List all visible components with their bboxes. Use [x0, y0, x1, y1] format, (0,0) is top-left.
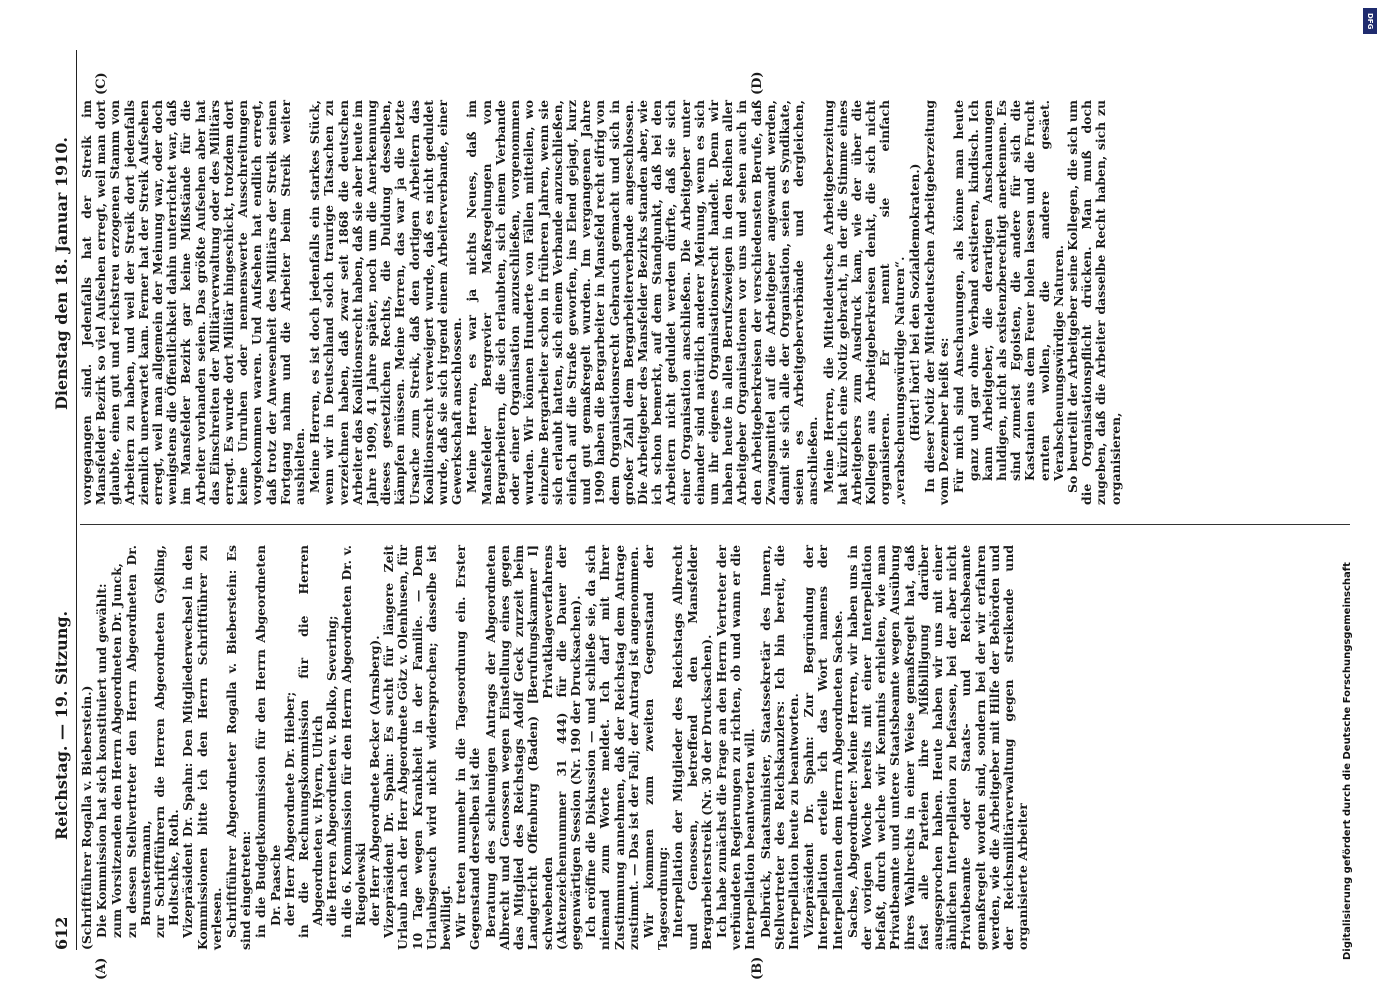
- paragraph: Ich eröffne die Diskussion — und schließe sie, da sich niemand zum Worte meldet. Ich darf mit Ihrer Zustimmung annehmen, daß der Reichstag dem Antrage zustimmt. — Das ist der Fall; der Antrag ist angenommen.: [583, 545, 641, 950]
- margin-mark-b: (B): [750, 956, 765, 980]
- paragraph: Wir treten nunmehr in die Tagesordnung ein. Erster Gegenstand derselben ist die: [453, 545, 483, 950]
- margin-mark-d: (D): [750, 71, 765, 95]
- paragraph: der Herr Abgeordnete Dr. Hieber;: [281, 691, 297, 926]
- margin-mark-a: (A): [94, 957, 109, 980]
- column-divider: [80, 524, 1350, 525]
- margin-mark-c: (C): [94, 72, 109, 95]
- paragraph: in die Budgetkommission für den Herrn Abgeordneten Dr. Paasche: [253, 545, 283, 938]
- paragraph: Interpellation der Mitglieder des Reichstags Albrecht und Genossen, betreffend den Mansfelder Bergarbeiterstreik (Nr. 30 der Drucksachen).: [670, 545, 714, 950]
- digitization-note: Digitalisierung gefördert durch die Deutsche Forschungsgemeinschaft: [1342, 562, 1353, 960]
- header-title-left: Reichstag. — 19. Sitzung.: [52, 610, 71, 840]
- paragraph: zur Schriftführern die Herren Abgeordneten Gyßling, Holtschke, Roth.: [152, 545, 182, 938]
- paragraph: So beurteilt der Arbeitgeber seine Kollegen, die sich um die Organisationspflicht drücken. Man muß doch zugeben, daß die Arbeiter dasselbe Recht haben, sich zu organisieren,: [1065, 100, 1123, 505]
- paragraph: vorgegangen sind. Jedenfalls hat der Streik im Mansfelder Bezirk so viel Aufsehen erregt, weil man dort glaubte, einen gut und reichstreu erzogenen Stamm von Arbeitern zu haben, und weil der Streik dort jedenfalls ziemlich unerwartet kam. Ferner hat der Streik Aufsehen erregt, weil man allgemein der Meinung war, oder doch wenigstens die Öffentlichkeit dahin unterrichtet war, daß im Mansfelder Bezirk gar keine Mißstände für die Arbeiter vorhanden seien. Das größte Aufsehen aber hat das Einschreiten der Militärverwaltung oder des Militärs erregt. Es wurde dort Militär hingeschickt, trotzdem dort keine Unruhen oder nennenswerte Ausschreitungen vorgekommen waren. Und Aufsehen hat endlich erregt, daß trotz der Anwesenheit des Militärs der Streik seinen Fortgang nahm und die Arbeiter beim Streik weiter aushielten.: [79, 100, 308, 505]
- paragraph: Meine Herren, es war ja nichts Neues, daß im Mansfelder Bergrevier Maßregelungen von Bergarbeitern, die sich erlaubten, sich einem Verbande oder einer Organisation anzuschließen, vorgenommen wurden. Wir können Hunderte von Fällen mitteilen, wo einzelne Bergarbeiter schon in früheren Jahren, wenn sie sich erlaubt hatten, sich einem Verbande anzuschließen, einfach auf die Straße geworfen, ins Elend gejagt, kurz und gut gemaßregelt wurden. Im vergangenen Jahre 1909 haben die Bergarbeiter in Mansfeld recht eifrig von dem Organisationsrecht Gebrauch gemacht und sich in großer Zahl dem Bergarbeiterverbande angeschlossen. Die Arbeitgeber des Mansfelder Bezirks standen aber, wie ich schon bemerkt, auf dem Standpunkt, daß bei den Arbeitern nicht geduldet werden dürfte, daß sie sich einer Organisation anschließen. Die Arbeitgeber unter einander sind natürlich anderer Meinung, wenn es sich um ihr eigenes Organisationsrecht handelt. Denn wir haben heute in allen Berufszweigen in den Reihen aller Arbeitgeber Organisationen vor uns und sehen auch in den Arbeitgeberkreisen der verschiedensten Berufe, daß Zwangsmittel auf die Arbeitgeber angewandt werden, damit sie sich alle der Organisation, seien es Syndikate, seien es Arbeitgeberverbände und dergleichen, anschließen.: [464, 100, 821, 505]
- page-number: 612: [52, 916, 71, 950]
- paragraph: Sachse, Abgeordneter: Meine Herren, wir haben uns in der vorigen Woche bereits mit einer Interpellation befaßt, durch welche wir Kenntnis erhielten, wie man Privatbeamte und untere Staatsbeamte wegen Ausübung ihres Wahlrechts in einer Weise gemaßregelt hat, daß fast alle Parteien ihre Mißbilligung darüber ausgesprochen haben. Heute haben wir uns mit einer ähnlichen Interpellation zu befassen, bei der aber nicht Privatbeamte oder Staats- und Reichsbeamte gemaßregelt worden sind, sondern bei der wir erfahren werden, wie die Arbeitgeber mit Hilfe der Behörden und der Reichsmilitärverwaltung gegen streikende und organisierte Arbeiter: [844, 545, 1031, 950]
- paragraph: (Hört! hört! bei den Sozialdemokraten.): [906, 163, 922, 442]
- paragraph: Vizepräsident Dr. Spahn: Es sucht für längere Zeit Urlaub nach der Herr Abgeordnete Götz v. Olenhusen, für 10 Tage wegen Krankheit in der Familie. — Dem Urlaubsgesuch wird nicht widersprochen; dasselbe ist bewilligt.: [381, 545, 454, 950]
- paragraph: der Herr Abgeordnete Becker (Arnsberg).: [367, 635, 383, 926]
- paragraph: Vizepräsident Dr. Spahn: Zur Begründung der Interpellation erteile ich das Wort namens der Interpellanten dem Herrn Abgeordneten Sachse.: [801, 545, 845, 950]
- paragraph: in die Rechnungskommission für die Herren Abgeordneten v. Hyern, Ulrich: [296, 545, 326, 938]
- dfg-logo: DFG: [1363, 8, 1377, 34]
- paragraph: Die Kommission hat sich konstituiert und gewählt:: [94, 583, 110, 938]
- right-column: [80, 100, 1124, 505]
- paragraph: zum Vorsitzenden den Herrn Abgeordneten Dr. Junck,: [109, 563, 125, 938]
- paragraph: in die 6. Kommission für den Herrn Abgeordneten Dr. v. Riegolewski: [338, 545, 368, 938]
- paragraph: (Schriftführer Rogalla v. Bieberstein.): [79, 685, 94, 950]
- rotated-page: [50, 50, 1355, 980]
- paragraph: Beratung des schleunigen Antrags der Abgeordneten Albrecht und Genossen wegen Einstellung eines gegen das Mitglied des Reichstags Adolf Geck zurzeit beim Landgericht Offenburg (Baden) [Berufungskammer I] schwebenden Privatklageverfahrens (Aktenzeichennummer 31 444) für die Dauer der gegenwärtigen Session (Nr. 190 der Drucksachen).: [482, 545, 583, 950]
- paragraph: die Herren Abgeordneten v. Bolko, Severing;: [324, 615, 340, 926]
- paragraph: Delbrück, Staatsminister, Staatssekretär des Innern, Stellvertreter des Reichskanzlers: Ich bin bereit, die Interpellation heute zu beantworten.: [757, 545, 801, 950]
- paragraph: zu dessen Stellvertreter den Herrn Abgeordneten Dr. Brunstermann,: [123, 545, 153, 938]
- paragraph: Meine Herren, die Mitteldeutsche Arbeitgeberzeitung hat kürzlich eine Notiz gebracht, in der die Stimme eines Arbeitgebers zum Ausdruck kam, wie der über die Kollegen aus Arbeitgeberkreisen denkt, die sich nicht organisieren. Er nennt sie einfach „verabscheuungswürdige Naturen“.: [820, 100, 907, 505]
- paragraph: Wir kommen zum zweiten Gegenstand der Tagesordnung:: [640, 545, 671, 950]
- header-title-right: Dienstag den 18. Januar 1910.: [52, 137, 71, 410]
- paragraph: Vizepräsident Dr. Spahn: Den Mitgliederwechsel in den Kommissionen bitte ich den Herrn Schriftführer zu verlesen.: [180, 545, 224, 950]
- page-header: [50, 50, 76, 950]
- paragraph: Meine Herren, es ist doch jedenfalls ein starkes Stück, wenn wir in Deutschland solch traurige Tatsachen zu verzeichnen haben, daß zwar seit 1868 die deutschen Arbeiter das Koalitionsrecht haben, daß sie aber heute im Jahre 1909, 41 Jahre später, noch um die Anerkennung dieses gesetzlichen Rechts, die Duldung desselben, kämpfen müssen. Meine Herren, das war ja die letzte Ursache zum Streik, daß den dortigen Arbeitern das Koalitionsrecht verweigert wurde, daß es nicht geduldet wurde, daß sie sich irgend einem Arbeiterverbande, einer Gewerkschaft anschlossen.: [307, 100, 465, 505]
- paragraph: Ich habe zunächst die Frage an den Herrn Vertreter der verbündeten Regierungen zu richten, ob und wann er die Interpellation beantworten will.: [713, 545, 758, 950]
- left-column: [80, 545, 1031, 950]
- paragraph: In dieser Notiz der Mitteldeutschen Arbeitgeberzeitung vom Dezember heißt es:: [921, 100, 952, 505]
- paragraph: Schriftführer Abgeordneter Rogalla v. Bieberstein: Es sind eingetreten:: [224, 545, 254, 950]
- quotation: Für mich sind Anschauungen, als könne man heute ganz und gar ohne Verband existieren, kindisch. Ich kann Arbeitgeber, die derartigen Anschauungen huldigen, nicht als existenzberechtigt anerkennen. Es sind zumeist Egoisten, die andere für sich die Kastanien aus dem Feuer holen lassen und die Frucht ernten wollen, die andere gesäet. Verabscheuungswürdige Naturen.: [951, 100, 1066, 493]
- header-rule: [76, 50, 77, 950]
